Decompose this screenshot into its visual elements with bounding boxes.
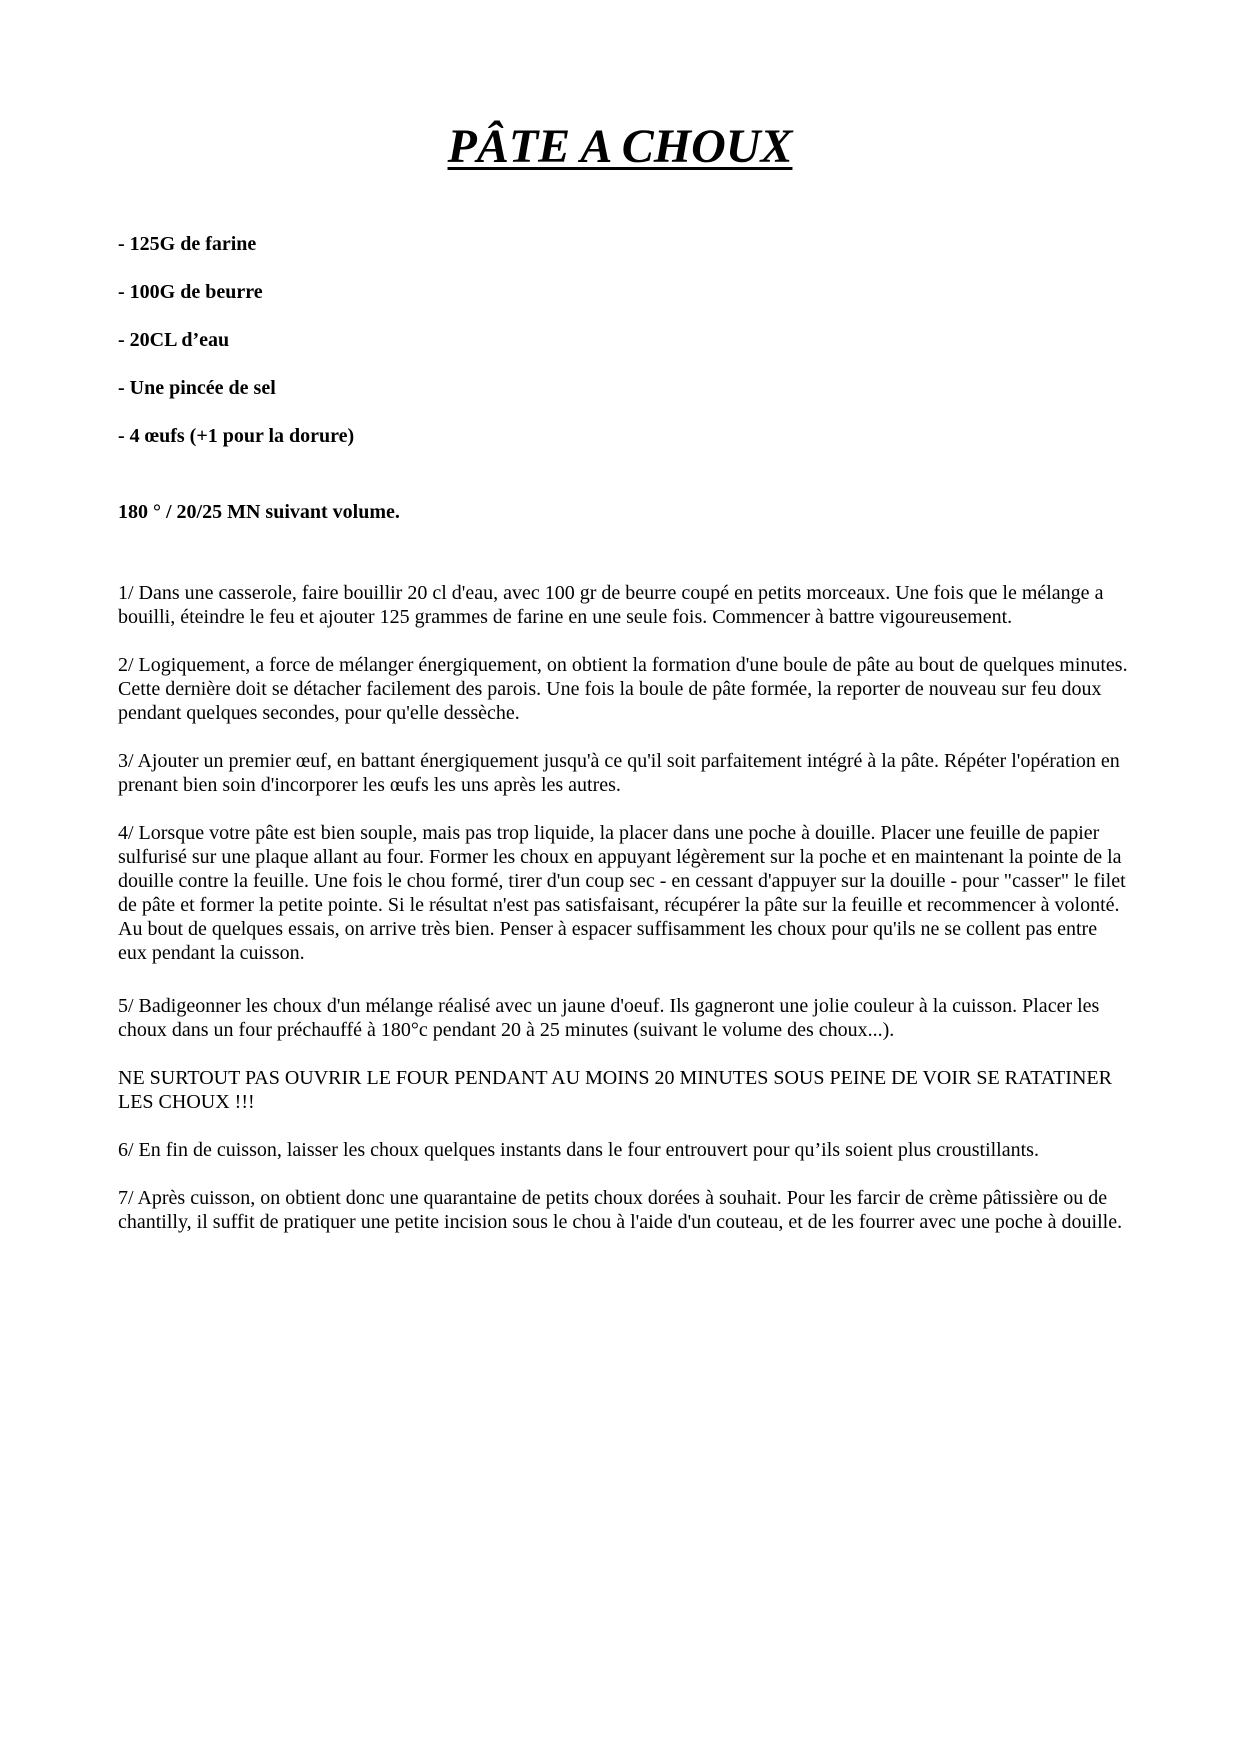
- ingredient-item: - 125G de farine: [118, 233, 257, 255]
- step-paragraph: 1/ Dans une casserole, faire bouillir 20 cl d'eau, avec 100 gr de beurre coupé en petits morceaux. Une fois que le mélange a bouilli, éteindre le feu et ajouter 125 grammes de farine en une seule fois. Commencer à battre vigoureusement.: [118, 582, 1104, 628]
- step-paragraph: 3/ Ajouter un premier œuf, en battant énergiquement jusqu'à ce qu'il soit parfaitement intégré à la pâte. Répéter l'opération en prenant bien soin d'incorporer les œufs les uns après les autres.: [118, 750, 1120, 796]
- ingredient-item: - 20CL d’eau: [118, 329, 230, 351]
- step-paragraph: 7/ Après cuisson, on obtient donc une quarantaine de petits choux dorées à souhait. Pour les farcir de crème pâtissière ou de chantilly, il suffit de pratiquer une petite incision sous le chou à l'aide d'un couteau, et de les fourrer avec une poche à douille.: [118, 1187, 1123, 1233]
- cooking-instruction: 180 ° / 20/25 MN suivant volume.: [118, 501, 400, 523]
- ingredient-list: [118, 232, 354, 472]
- ingredient-item: - 4 œufs (+1 pour la dorure): [118, 425, 355, 447]
- step-paragraph: 4/ Lorsque votre pâte est bien souple, mais pas trop liquide, la placer dans une poche à douille. Placer une feuille de papier sulfurisé sur une plaque allant au four. Former les choux en appuyant légèrement sur la poche et en maintenant la pointe de la douille contre la feuille. Une fois le chou formé, tirer d'un coup sec - en cessant d'appuyer sur la douille - pour "casser" le filet de pâte et former la petite pointe. Si le résultat n'est pas satisfaisant, récupérer la pâte sur la feuille et recommencer à volonté. Au bout de quelques essais, on arrive très bien. Penser à espacer suffisamment les choux pour qu'ils ne se collent pas entre eux pendant la cuisson.: [118, 822, 1126, 964]
- ingredient-item: - Une pincée de sel: [118, 377, 276, 399]
- ingredient-item: - 100G de beurre: [118, 281, 263, 303]
- recipe-steps: [118, 581, 1128, 1234]
- step-paragraph: 2/ Logiquement, a force de mélanger énergiquement, on obtient la formation d'une boule de pâte au bout de quelques minutes. Cette dernière doit se détacher facilement des parois. Une fois la boule de pâte formée, la reporter de nouveau sur feu doux pendant quelques secondes, pour qu'elle dessèche.: [118, 654, 1128, 724]
- step-paragraph: 6/ En fin de cuisson, laisser les choux quelques instants dans le four entrouvert pour qu’ils soient plus croustillants.: [118, 1139, 1039, 1161]
- warning-paragraph: NE SURTOUT PAS OUVRIR LE FOUR PENDANT AU MOINS 20 MINUTES SOUS PEINE DE VOIR SE RATATINER LES CHOUX !!!: [118, 1067, 1112, 1113]
- recipe-title: PÂTE A CHOUX: [447, 120, 793, 173]
- step-paragraph: 5/ Badigeonner les choux d'un mélange réalisé avec un jaune d'oeuf. Ils gagneront une jolie couleur à la cuisson. Placer les choux dans un four préchauffé à 180°c pendant 20 à 25 minutes (suivant le volume des choux...).: [118, 995, 1100, 1041]
